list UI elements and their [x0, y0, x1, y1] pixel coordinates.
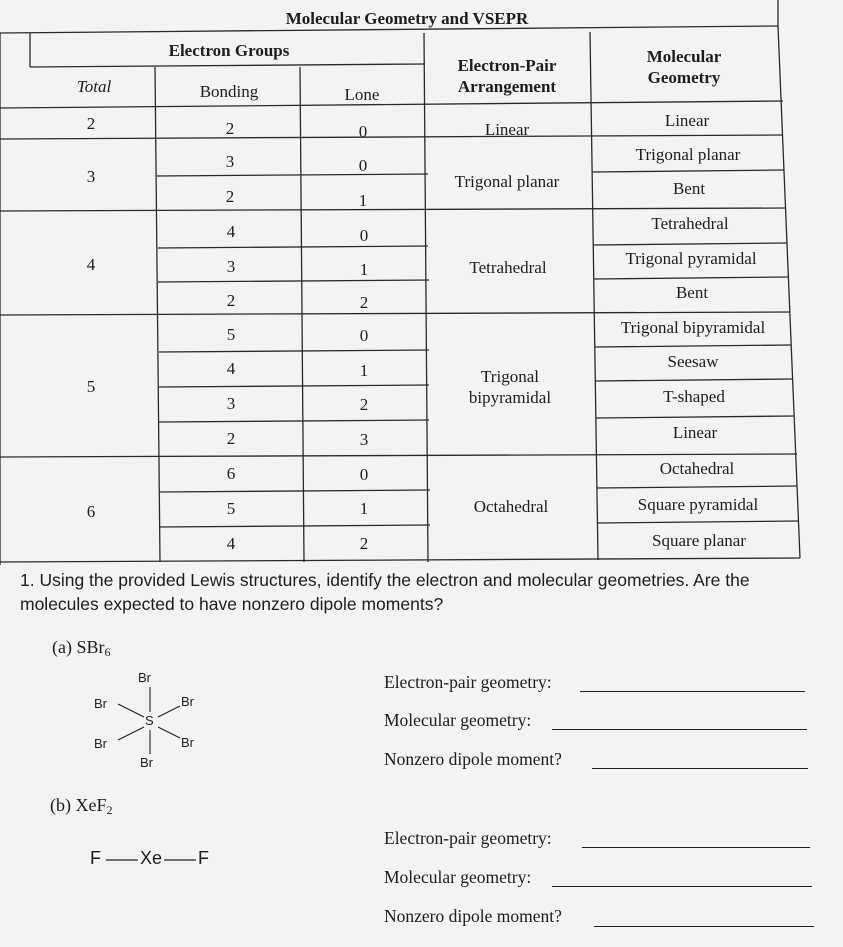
geometry-cell: Seesaw [667, 352, 719, 372]
bonding-cell: 6 [226, 464, 236, 484]
geometry-cell: Octahedral [659, 459, 735, 479]
bonding-cell: 2 [226, 429, 236, 449]
sbr6-lewis-structure [80, 662, 220, 782]
sbr6-ligand-upper-left: Br [94, 696, 107, 711]
lone-cell: 0 [358, 156, 368, 176]
bonding-cell: 2 [225, 119, 235, 139]
bonding-header: Bonding [199, 82, 259, 102]
bonding-cell: 2 [226, 291, 236, 311]
geometry-cell: Linear [672, 423, 718, 443]
part-a-dipole-label: Nonzero dipole moment? [384, 749, 562, 769]
part-a-label [52, 637, 111, 660]
bonding-cell: 3 [226, 394, 236, 414]
total-cell: 3 [86, 167, 96, 187]
table-title: Molecular Geometry and VSEPR [285, 9, 529, 29]
part-b-electron-pair-blank[interactable] [582, 847, 810, 848]
sbr6-ligand-top: Br [138, 670, 151, 685]
geometry-cell: T-shaped [663, 387, 725, 407]
bonding-cell: 5 [226, 325, 236, 345]
total-cell: 6 [86, 502, 96, 522]
lone-cell: 1 [359, 361, 369, 381]
part-b-subscript: 2 [106, 803, 113, 817]
sbr6-ligand-lower-right: Br [181, 735, 194, 750]
geometry-cell: Tetrahedral [651, 214, 729, 234]
geometry-cell: Bent [672, 179, 706, 199]
geometry-cell: Bent [675, 283, 709, 303]
arrangement-cell-line1: Trigonal [481, 367, 539, 387]
part-a-electron-pair-label: Electron-pair geometry: [384, 672, 552, 692]
electron-groups-header: Electron Groups [168, 41, 290, 61]
xef2-ligand-right: F [198, 848, 209, 868]
arrangement-cell-line2: bipyramidal [468, 388, 552, 408]
arrangement-cell: Trigonal planar [454, 172, 560, 192]
part-b-dipole-blank[interactable] [594, 926, 814, 927]
lone-cell: 3 [359, 430, 369, 450]
geometry-cell: Trigonal pyramidal [625, 249, 757, 269]
arrangement-cell: Octahedral [473, 497, 549, 517]
lone-cell: 2 [359, 293, 369, 313]
part-a-subscript: 6 [104, 645, 111, 659]
part-b-label [50, 795, 113, 818]
sbr6-ligand-bottom: Br [140, 755, 153, 770]
xef2-ligand-left: F [90, 848, 101, 868]
bonding-cell: 3 [225, 152, 235, 172]
sbr6-center: S [145, 713, 154, 728]
part-b-prefix: (b) XeF [50, 795, 107, 815]
total-cell: 4 [86, 255, 96, 275]
lone-cell: 0 [359, 465, 369, 485]
geometry-cell: Square planar [652, 531, 746, 551]
arrangement-header-line1: Electron-Pair [457, 56, 557, 76]
part-b-electron-pair-label: Electron-pair geometry: [384, 828, 552, 848]
geometry-cell: Trigonal planar [635, 145, 741, 165]
lone-cell: 0 [359, 226, 369, 246]
lone-cell: 2 [359, 395, 369, 415]
lone-cell: 2 [359, 534, 369, 554]
arrangement-header-line2: Arrangement [457, 77, 557, 97]
part-b-dipole-label: Nonzero dipole moment? [384, 906, 562, 926]
geometry-cell: Linear [664, 111, 710, 131]
bonding-cell: 4 [226, 534, 236, 554]
arrangement-cell: Tetrahedral [469, 258, 547, 278]
total-header: Total [76, 77, 112, 97]
geometry-cell: Trigonal bipyramidal [620, 318, 766, 338]
bonding-cell: 5 [226, 499, 236, 519]
part-a-molecular-blank[interactable] [552, 729, 807, 730]
part-b-molecular-label: Molecular geometry: [384, 867, 532, 887]
geometry-header-line1: Molecular [646, 47, 722, 67]
lone-cell: 1 [359, 260, 369, 280]
lone-cell: 0 [358, 122, 368, 142]
xef2-center: Xe [140, 848, 163, 868]
bonding-cell: 2 [225, 187, 235, 207]
geometry-header-line2: Geometry [647, 68, 721, 88]
total-cell: 5 [86, 377, 96, 397]
xef2-lewis-structure [78, 846, 228, 876]
part-a-prefix: (a) SBr [52, 637, 105, 657]
part-b-molecular-blank[interactable] [552, 886, 812, 887]
total-cell: 2 [86, 114, 96, 134]
part-a-dipole-blank[interactable] [592, 768, 808, 769]
bonding-cell: 3 [226, 257, 236, 277]
part-a-molecular-label: Molecular geometry: [384, 710, 532, 730]
lone-cell: 1 [358, 191, 368, 211]
bonding-cell: 4 [226, 359, 236, 379]
part-a-electron-pair-blank[interactable] [580, 691, 805, 692]
sbr6-ligand-upper-right: Br [181, 694, 194, 709]
lone-cell: 0 [359, 326, 369, 346]
geometry-cell: Square pyramidal [637, 495, 759, 515]
lone-header: Lone [344, 85, 380, 105]
bonding-cell: 4 [226, 222, 236, 242]
sbr6-ligand-lower-left: Br [94, 736, 107, 751]
lone-cell: 1 [359, 499, 369, 519]
question-text: 1. Using the provided Lewis structures, identify the electron and molecular geometries. Are the molecules expected to have nonzero dipole moments? [20, 570, 750, 614]
arrangement-cell: Linear [484, 120, 530, 140]
